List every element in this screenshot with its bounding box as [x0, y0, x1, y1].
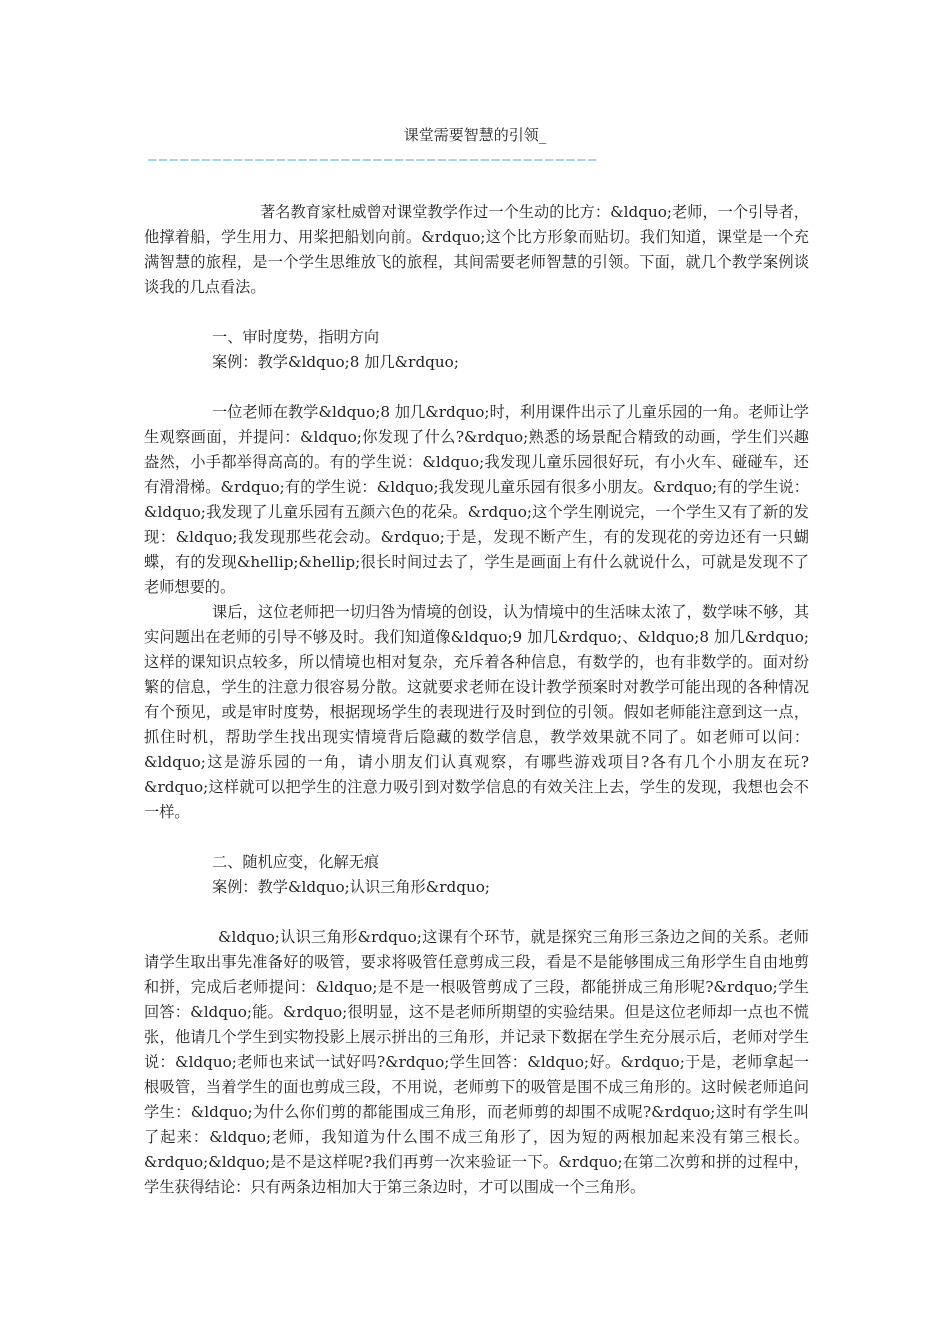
section1-heading: 一、审时度势，指明方向 [212, 328, 380, 346]
document-body [144, 200, 809, 1200]
intro-paragraph: 著名教育家杜威曾对课堂教学作过一个生动的比方：&ldquo;老师，一个引导者，他撑着船，学生用力、用桨把船划向前。&rdquo;这个比方形象而贴切。我们知道，课堂是一个充满智慧的旅程，是一个学生思维放飞的旅程，其间需要老师智慧的引领。下面，就几个教学案例谈谈我的几点看法。 [144, 203, 809, 296]
title-divider: —————————————————————————————————————————— [148, 152, 599, 168]
section1-paragraph: 一位老师在教学&ldquo;8 加几&rdquo;时，利用课件出示了儿童乐园的一角。老师让学生观察画面，并提问：&ldquo;你发现了什么?&rdquo;熟悉的场景配合精致的动画，学生们兴趣盎然，小手都举得高高的。有的学生说：&ldquo;我发现儿童乐园很好玩，有小火车、碰碰车，还有滑滑梯。&rdquo;有的学生说：&ldquo;我发现儿童乐园有很多小朋友。&rdquo;有的学生说：&ldquo;我发现了儿童乐园有五颜六色的花朵。&rdquo;这个学生刚说完，一个学生又有了新的发现：&ldquo;我发现那些花会动。&rdquo;于是，发现不断产生，有的发现花的旁边还有一只蝴蝶，有的发现&hellip;&hellip;很长时间过去了，学生是画面上有什么就说什么，可就是发现不了老师想要的。 [144, 403, 809, 596]
section2-case: 案例：教学&ldquo;认识三角形&rdquo; [212, 878, 491, 896]
section1-paragraph: 课后，这位老师把一切归咎为情境的创设，认为情境中的生活味太浓了，数学味不够，其实问题出在老师的引导不够及时。我们知道像&ldquo;9 加几&rdquo;、&ldquo;8 加几&rdquo;这样的课知识点较多，所以情境也相对复杂，充斥着各种信息，有数学的，也有非数学的。面对纷繁的信息，学生的注意力很容易分散。这就要求老师在设计教学预案时对教学可能出现的各种情况有个预见，或是审时度势，根据现场学生的表现进行及时到位的引领。假如老师能注意到这一点，抓住时机，帮助学生找出现实情境背后隐藏的数学信息，教学效果就不同了。如老师可以问：&ldquo;这是游乐园的一角，请小朋友们认真观察，有哪些游戏项目?各有几个小朋友在玩?&rdquo;这样就可以把学生的注意力吸引到对数学信息的有效关注上去，学生的发现，我想也会不一样。 [144, 603, 809, 821]
section2-heading: 二、随机应变，化解无痕 [212, 853, 380, 871]
section1-case: 案例：教学&ldquo;8 加几&rdquo; [212, 353, 459, 371]
document-title: 课堂需要智慧的引领_ [403, 126, 547, 144]
section2-paragraph: &ldquo;认识三角形&rdquo;这课有个环节，就是探究三角形三条边之间的关系。老师请学生取出事先准备好的吸管，要求将吸管任意剪成三段，看是不是能够围成三角形学生自由地剪和拼，完成后老师提问：&ldquo;是不是一根吸管剪成了三段，都能拼成三角形呢?&rdquo;学生回答：&ldquo;能。&rdquo;很明显，这不是老师所期望的实验结果。但是这位老师却一点也不慌张，他请几个学生到实物投影上展示拼出的三角形，并记录下数据在学生充分展示后，老师对学生说：&ldquo;老师也来试一试好吗?&rdquo;学生回答：&ldquo;好。&rdquo;于是，老师拿起一根吸管，当着学生的面也剪成三段，不用说，老师剪下的吸管是围不成三角形的。这时候老师追问学生：&ldquo;为什么你们剪的都能围成三角形，而老师剪的却围不成呢?&rdquo;这时有学生叫了起来：&ldquo;老师，我知道为什么围不成三角形了，因为短的两根加起来没有第三根长。&rdquo;&ldquo;是不是这样呢?我们再剪一次来验证一下。&rdquo;在第二次剪和拼的过程中，学生获得结论：只有两条边相加大于第三条边时，才可以围成一个三角形。 [144, 928, 809, 1196]
